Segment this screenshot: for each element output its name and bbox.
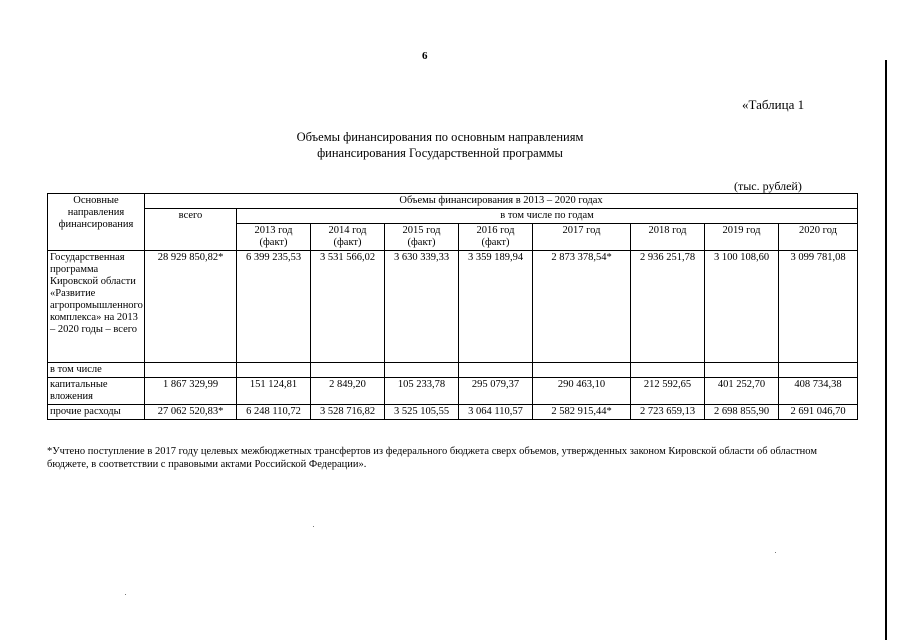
row-label: капитальные вложения xyxy=(48,378,145,405)
header-total: всего xyxy=(145,209,237,251)
scan-speck xyxy=(125,594,126,595)
cell-2018 xyxy=(631,363,705,378)
cell-2013 xyxy=(237,363,311,378)
header-year-2014: 2014 год (факт) xyxy=(311,224,385,251)
cell-2016: 3 359 189,94 xyxy=(459,251,533,363)
row-label: Государственная программа Кировской области «Развитие агропромышленного комплекса» на 2013 – 2020 годы – всего xyxy=(48,251,145,363)
cell-2020: 408 734,38 xyxy=(779,378,858,405)
row-label: в том числе xyxy=(48,363,145,378)
cell-2018: 2 723 659,13 xyxy=(631,405,705,420)
scan-speck xyxy=(775,552,776,553)
table-label: «Таблица 1 xyxy=(742,97,805,112)
header-by-years: в том числе по годам xyxy=(237,209,858,224)
cell-2015: 3 630 339,33 xyxy=(385,251,459,363)
cell-2016 xyxy=(459,363,533,378)
cell-total: 1 867 329,99 xyxy=(145,378,237,405)
footnote: *Учтено поступление в 2017 году целевых межбюджетных трансфертов из федерального бюджета сверх объемов, утвержденных законом Кировской области об областном бюджете, в соответствии с правовыми актами Российской Федерации». xyxy=(47,446,817,470)
cell-2019: 401 252,70 xyxy=(705,378,779,405)
document-title xyxy=(200,129,680,161)
cell-total: 28 929 850,82* xyxy=(145,251,237,363)
cell-2015: 3 525 105,55 xyxy=(385,405,459,420)
table-row-including xyxy=(48,363,858,378)
cell-total: 27 062 520,83* xyxy=(145,405,237,420)
cell-2014: 2 849,20 xyxy=(311,378,385,405)
header-year-2019: 2019 год xyxy=(705,224,779,251)
cell-2020: 3 099 781,08 xyxy=(779,251,858,363)
cell-2013: 6 248 110,72 xyxy=(237,405,311,420)
title-line-2: финансирования Государственной программы xyxy=(317,146,563,160)
header-year-2015: 2015 год (факт) xyxy=(385,224,459,251)
title-line-1: Объемы финансирования по основным направлениям xyxy=(296,130,584,144)
page-number: 6 xyxy=(422,50,428,62)
header-volumes: Объемы финансирования в 2013 – 2020 годах xyxy=(145,194,858,209)
cell-2015: 105 233,78 xyxy=(385,378,459,405)
cell-2014: 3 528 716,82 xyxy=(311,405,385,420)
header-year-2018: 2018 год xyxy=(631,224,705,251)
scan-speck xyxy=(313,526,314,527)
header-year-2013: 2013 год (факт) xyxy=(237,224,311,251)
cell-2019: 3 100 108,60 xyxy=(705,251,779,363)
header-directions: Основные направления финансирования xyxy=(48,194,145,251)
cell-2018: 212 592,65 xyxy=(631,378,705,405)
cell-2014 xyxy=(311,363,385,378)
cell-2017: 2 873 378,54* xyxy=(533,251,631,363)
financing-table xyxy=(47,193,858,420)
cell-2017: 290 463,10 xyxy=(533,378,631,405)
cell-2015 xyxy=(385,363,459,378)
header-year-2016: 2016 год (факт) xyxy=(459,224,533,251)
cell-2017: 2 582 915,44* xyxy=(533,405,631,420)
cell-2018: 2 936 251,78 xyxy=(631,251,705,363)
units-label: (тыс. рублей) xyxy=(734,179,802,193)
table-row-other xyxy=(48,405,858,420)
table-row-program-total xyxy=(48,251,858,363)
scan-edge-line xyxy=(885,60,887,640)
header-year-2017: 2017 год xyxy=(533,224,631,251)
cell-2016: 295 079,37 xyxy=(459,378,533,405)
header-year-2020: 2020 год xyxy=(779,224,858,251)
cell-2020: 2 691 046,70 xyxy=(779,405,858,420)
cell-2017 xyxy=(533,363,631,378)
cell-2019 xyxy=(705,363,779,378)
cell-2013: 6 399 235,53 xyxy=(237,251,311,363)
row-label: прочие расходы xyxy=(48,405,145,420)
cell-total xyxy=(145,363,237,378)
cell-2014: 3 531 566,02 xyxy=(311,251,385,363)
cell-2013: 151 124,81 xyxy=(237,378,311,405)
cell-2019: 2 698 855,90 xyxy=(705,405,779,420)
table-row-capital xyxy=(48,378,858,405)
cell-2016: 3 064 110,57 xyxy=(459,405,533,420)
cell-2020 xyxy=(779,363,858,378)
